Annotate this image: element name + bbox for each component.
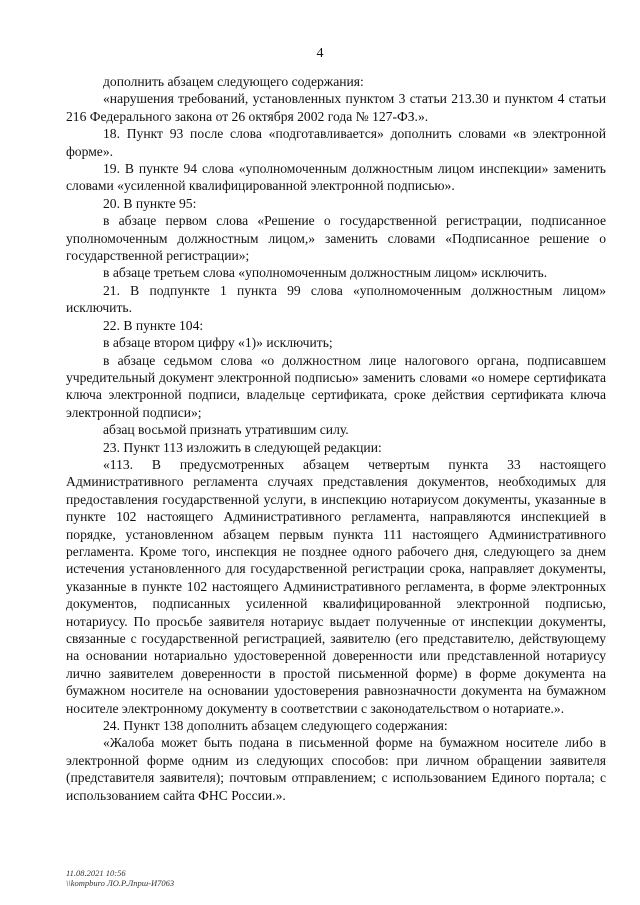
paragraph: в абзаце втором цифру «1)» исключить; bbox=[103, 335, 333, 351]
document-body bbox=[66, 73, 606, 804]
paragraph: 20. В пункте 95: bbox=[103, 195, 197, 211]
paragraph: 19. В пункте 94 слова «уполномоченным должностным лицом инспекции» заменить словами «усиленной квалифицированной электронной подписью». bbox=[66, 161, 606, 194]
paragraph: 21. В подпункте 1 пункта 99 слова «уполномоченным должностным лицом» исключить. bbox=[66, 282, 606, 316]
paragraph: в абзаце третьем слова «уполномоченным должностным лицом» исключить. bbox=[103, 265, 548, 281]
paragraph: дополнить абзацем следующего содержания: bbox=[103, 74, 364, 89]
paragraph: 22. В пункте 104: bbox=[103, 317, 204, 333]
footer-file-path: \\kompburo ЛО.Р.Лпрш-И7063 bbox=[66, 878, 175, 888]
page-number: 4 bbox=[316, 46, 324, 61]
paragraph: «113. В предусмотренных абзацем четвертым пункта 33 настоящего Административного регламента случаях представления документов, необходимых для предоставления государственной услуги, в инспекцию нотариусом документы, указанные в пункте 102 настоящего Административного регламента, направляются инспекцией в порядке, установленном абзацем первым пункта 111 настоящего Административного регламента. Кроме того, инспекция не позднее одного рабочего дня, следующего за днем истечения установленного для государственной регистрации срока, направляет документы, указанные в пункте 102 настоящего Административного регламента, в форме электронных документов, подписанных усиленной квалифицированной электронной подписью, нотариусу. По просьбе заявителя нотариус выдает полученные от инспекции документы, связанные с государственной регистрацией, заявителю (его представителю, действующему на основании нотариально удостоверенной доверенности или представленной нотариусу лично заявителем доверенности в простой письменной форме) в форме документа на бумажном носителе на основании удостоверения равнозначности документа на бумажном носителе электронному документу в соответствии с законодательством о нотариате.». bbox=[66, 456, 606, 716]
paragraph: абзац восьмой признать утратившим силу. bbox=[103, 422, 349, 438]
paragraph: в абзаце седьмом слова «о должностном лице налогового органа, подписавшем учредительный документ электронной подписью» заменить словами «о номере сертификата ключа электронной подписи, владельце сертификата, сроке действия сертификата ключа электронной подписи»; bbox=[66, 352, 606, 420]
paragraph: «Жалоба может быть подана в письменной форме на бумажном носителе либо в электронной форме одним из следующих способов: при личном обращении заявителя (представителя заявителя); почтовым отправлением; с использованием Единого портала; с использованием сайта ФНС России.». bbox=[66, 735, 606, 803]
file-footer bbox=[66, 868, 174, 888]
paragraph: 24. Пункт 138 дополнить абзацем следующего содержания: bbox=[103, 718, 448, 734]
footer-timestamp: 11.08.2021 10:56 bbox=[66, 868, 126, 878]
paragraph: 23. Пункт 113 изложить в следующей редакции: bbox=[103, 439, 382, 455]
paragraph: в абзаце первом слова «Решение о государственной регистрации, подписанное уполномоченным должностным лицом,» заменить словами «Подписанное решение о государственной регистрации»; bbox=[66, 213, 606, 264]
paragraph: «нарушения требований, установленных пунктом 3 статьи 213.30 и пунктом 4 статьи 216 Федерального закона от 26 октября 2002 года № 127-ФЗ.». bbox=[66, 91, 606, 124]
paragraph: 18. Пункт 93 после слова «подготавливается» дополнить словами «в электронной форме». bbox=[66, 126, 606, 159]
